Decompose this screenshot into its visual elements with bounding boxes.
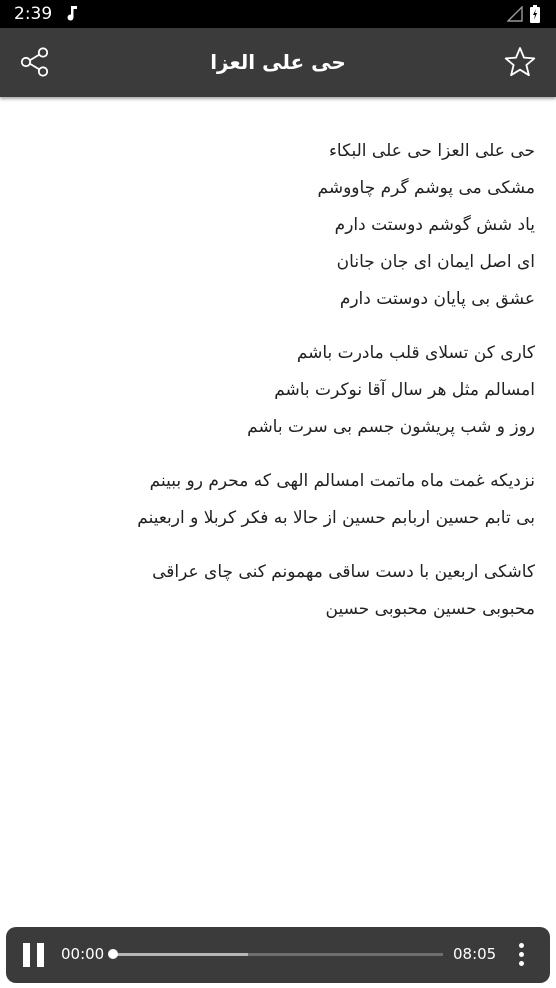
share-icon[interactable]: [18, 45, 52, 79]
lyrics-line: روز و شب پریشون جسم بی سرت باشم: [247, 417, 535, 437]
total-time: 08:05: [453, 945, 497, 963]
seek-bar[interactable]: [113, 953, 443, 956]
lyrics-line: کاشکی اربعین با دست ساقی مهمونم کنی چای عراقی: [152, 562, 535, 582]
lyrics-stanza: [15, 554, 535, 628]
lyrics-line: نزدیکه غمت ماه ماتمت امسالم الهی که محرم رو ببینم: [149, 471, 535, 491]
status-time: 2:39: [14, 4, 53, 24]
seek-buffer: [113, 953, 248, 956]
lyrics-line: مشکی می پوشم گرم چاووشم: [317, 178, 535, 198]
audio-player: [6, 927, 550, 983]
battery-icon: [530, 5, 540, 23]
seek-thumb[interactable]: [108, 949, 118, 959]
current-time: 00:00: [61, 945, 105, 963]
lyrics-line: عشق بی پایان دوستت دارم: [339, 289, 535, 309]
app-bar: [0, 28, 556, 97]
star-outline-icon[interactable]: [503, 45, 537, 79]
lyrics-line: محبوبی حسین محبوبی حسین: [325, 599, 535, 619]
lyrics-text: [15, 133, 535, 645]
pause-icon[interactable]: [23, 943, 45, 967]
lyrics-line: کاری کن تسلای قلب مادرت باشم: [296, 343, 535, 363]
signal-icon: [507, 6, 523, 22]
more-vertical-icon[interactable]: [516, 943, 528, 967]
lyrics-stanza: [15, 335, 535, 446]
lyrics-line: حی علی العزا حی علی البکاء: [328, 141, 535, 161]
music-note-icon: [66, 5, 78, 21]
lyrics-line: بی تابم حسین اربابم حسین از حالا به فکر کربلا و اربعینم: [137, 508, 535, 528]
lyrics-line: امسالم مثل هر سال آقا نوکرت باشم: [274, 380, 535, 400]
status-bar: [0, 0, 556, 28]
page-title: حی علی العزا: [210, 50, 346, 74]
lyrics-stanza: [15, 463, 535, 537]
lyrics-line: ای اصل ایمان ای جان جانان: [336, 252, 535, 272]
lyrics-line: یاد شش گوشم دوستت دارم: [334, 215, 535, 235]
lyrics-stanza: [15, 133, 535, 318]
